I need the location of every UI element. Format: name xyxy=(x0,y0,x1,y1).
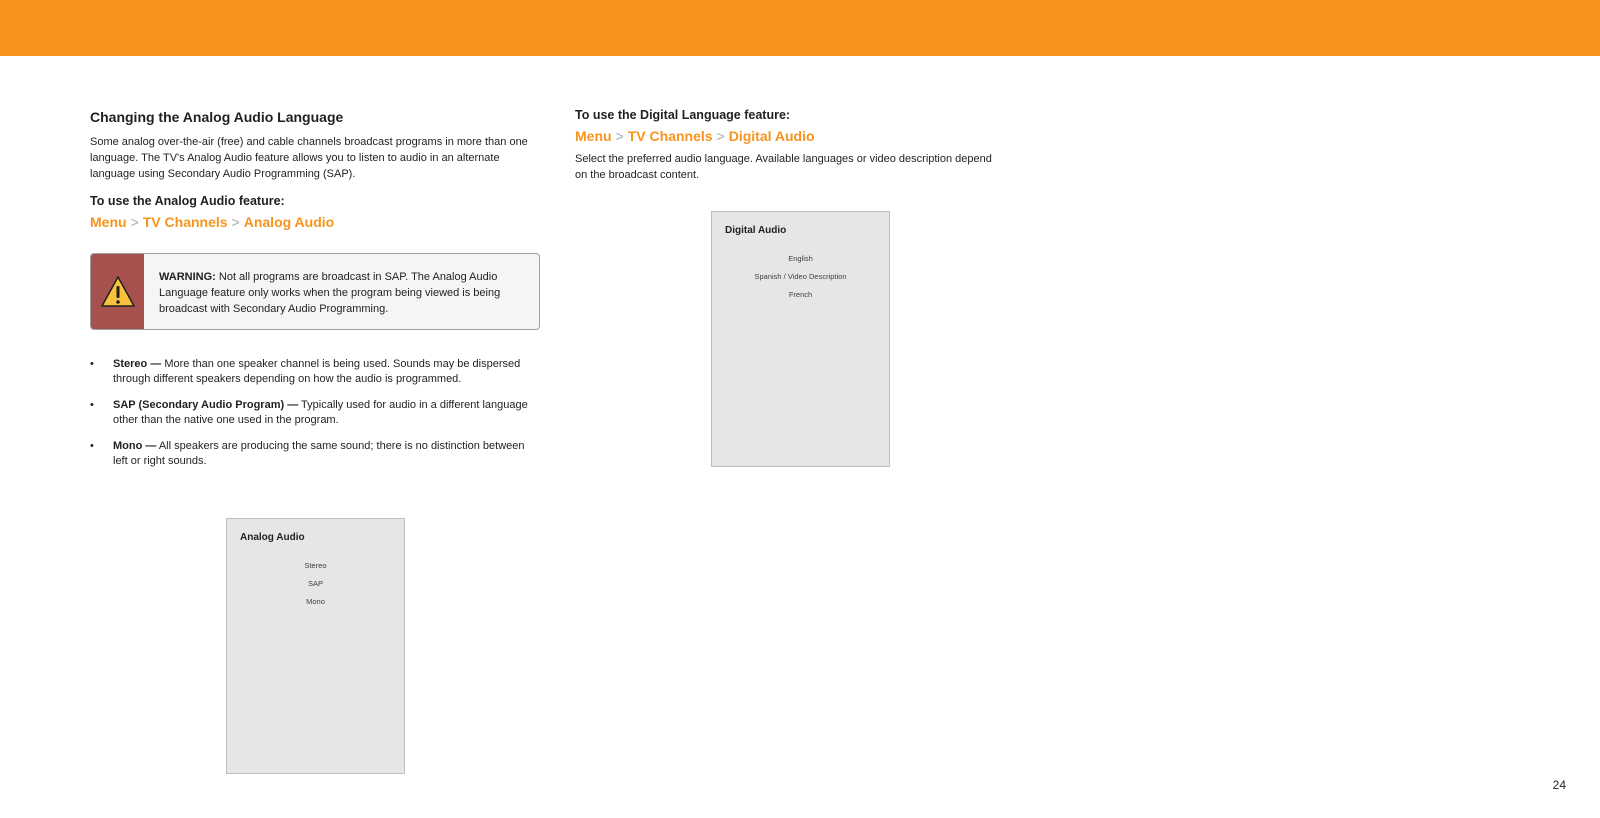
warning-text xyxy=(159,269,509,317)
bullet: • xyxy=(90,440,94,452)
page-number: 24 xyxy=(1552,778,1566,792)
path-tv-channels: TV Channels xyxy=(627,128,713,144)
bullet: • xyxy=(90,358,94,370)
intro-paragraph: Some analog over-the-air (free) and cable channels broadcast programs in more than one language. The TV's Analog Audio feature allows you to listen to audio in an alternate language using Secondary Audio Programming (SAP). xyxy=(90,136,528,180)
menu-option-stereo[interactable]: Stereo xyxy=(304,561,327,570)
right-column xyxy=(575,108,1005,183)
term-stereo: Stereo — xyxy=(113,358,162,370)
warning-label: WARNING: xyxy=(159,271,216,283)
path-separator: > xyxy=(231,214,240,230)
path-analog-audio: Analog Audio xyxy=(243,214,335,230)
list-item-sap xyxy=(90,398,530,428)
path-digital-audio: Digital Audio xyxy=(728,128,815,144)
menu-options xyxy=(712,254,889,308)
path-tv-channels: TV Channels xyxy=(142,214,228,230)
menu-option-french[interactable]: French xyxy=(788,290,813,299)
warning-message: Not all programs are broadcast in SAP. The Analog Audio Language feature only works when the program being viewed is being broadcast with Secondary Audio Programming. xyxy=(159,271,501,315)
path-separator: > xyxy=(716,128,725,144)
warning-sidebar xyxy=(91,254,144,329)
section-title: Changing the Analog Audio Language xyxy=(90,109,344,125)
path-menu: Menu xyxy=(575,128,612,144)
term-mono: Mono — xyxy=(113,440,157,452)
menu-options xyxy=(227,561,404,615)
path-separator: > xyxy=(615,128,624,144)
path-menu: Menu xyxy=(90,214,127,230)
digital-howto-title: To use the Digital Language feature: xyxy=(575,108,791,122)
audio-mode-list xyxy=(90,357,530,480)
menu-option-sap[interactable]: SAP xyxy=(307,579,323,588)
digital-intro-paragraph: Select the preferred audio language. Available languages or video description depend on the broadcast content. xyxy=(575,153,992,181)
list-item-mono xyxy=(90,439,530,469)
desc-stereo: More than one speaker channel is being used. Sounds may be dispersed through different speakers depending on how the audio is programmed. xyxy=(113,358,521,385)
digital-menu-path xyxy=(575,128,1005,144)
analog-audio-menu-screen xyxy=(226,518,405,774)
menu-title: Digital Audio xyxy=(725,225,787,236)
menu-option-mono[interactable]: Mono xyxy=(306,597,325,606)
menu-option-spanish-video-description[interactable]: Spanish / Video Description xyxy=(754,272,847,281)
header-bar xyxy=(0,0,1600,56)
analog-howto-title: To use the Analog Audio feature: xyxy=(90,194,285,208)
desc-mono: All speakers are producing the same sound; there is no distinction between left or right sounds. xyxy=(113,440,525,467)
analog-menu-path xyxy=(90,214,542,230)
left-column xyxy=(90,109,542,230)
menu-option-english[interactable]: English xyxy=(788,254,813,263)
desc-sap: Typically used for audio in a different language other than the native one used in the program. xyxy=(113,399,528,426)
path-separator: > xyxy=(130,214,139,230)
digital-audio-menu-screen xyxy=(711,211,890,467)
menu-title: Analog Audio xyxy=(240,532,305,543)
list-item-stereo xyxy=(90,357,530,387)
warning-triangle-icon xyxy=(100,275,136,308)
warning-box xyxy=(90,253,540,330)
term-sap: SAP (Secondary Audio Program) — xyxy=(113,399,299,411)
bullet: • xyxy=(90,399,94,411)
